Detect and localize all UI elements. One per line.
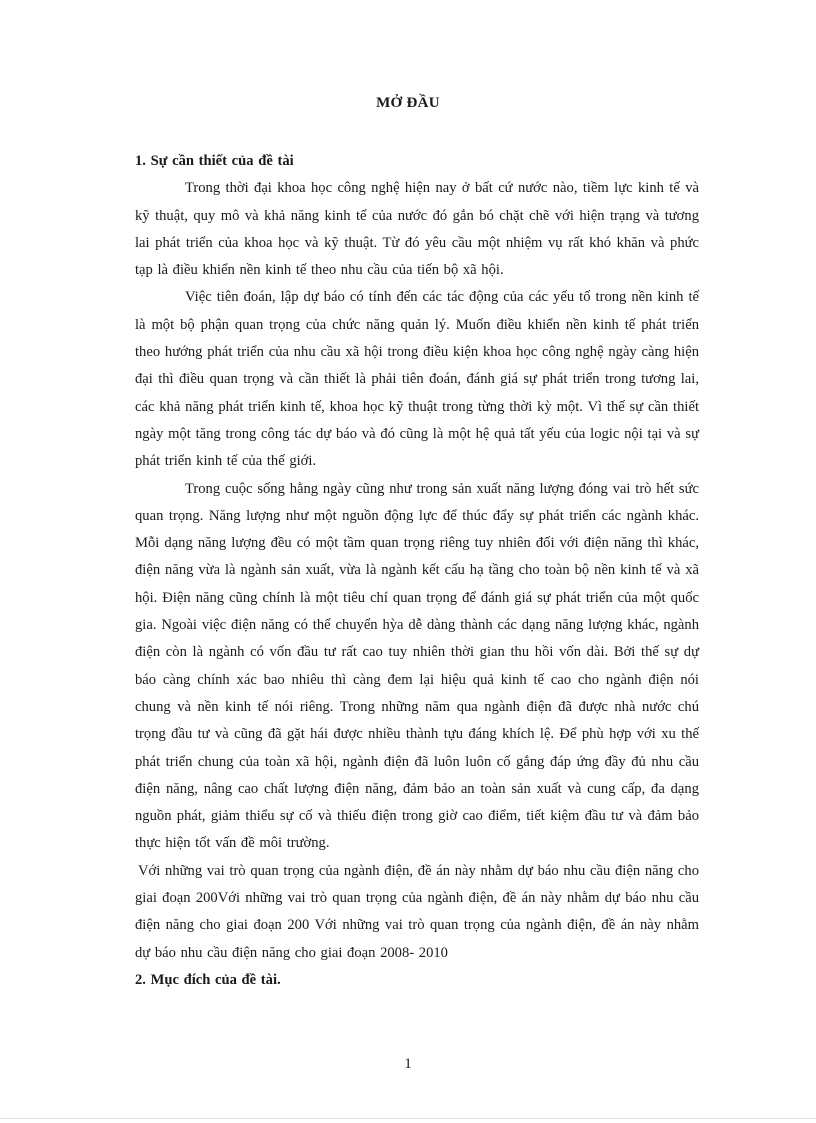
page-title: MỞ ĐẦU <box>376 95 440 111</box>
section-1-paragraph-1: Trong thời đại khoa học công nghệ hiện nay ở bất cứ nước nào, tiềm lực kinh tế và kỹ thuật, quy mô và khả năng kinh tế của nước đó gắn bó chặt chẽ với hiện trạng và tương lai phát triển của khoa học và kỹ thuật. Từ đó yêu cầu một nhiệm vụ rất khó khăn và phức tạp là điều khiển nền kinh tế theo nhu cầu của tiến bộ xã hội. <box>135 180 699 279</box>
page-bottom-divider <box>0 1118 816 1119</box>
page-number: 1 <box>404 1056 412 1072</box>
section-1-paragraph-3: Trong cuộc sống hằng ngày cũng như trong sản xuất năng lượng đóng vai trò hết sức quan trọng. Năng lượng như một nguồn động lực để thúc đẩy sự phát triển các ngành khác. Mỗi dạng năng lượng đều có một tầm quan trọng riêng tuy nhiên đối với điện năng thì khác, điện năng vừa là ngành sản xuất, vừa là ngành kết cấu hạ tầng cho toàn bộ nền kinh tế và xã hội. Điện năng cũng chính là một tiêu chí quan trọng để đánh giá sự phát triển của một quốc gia. Ngoài việc điện năng có thể chuyển hỳa dễ dàng thành các dạng năng lượng khác, ngành điện còn là ngành có vốn đầu tư rất cao tuy nhiên thời gian thu hồi vốn dài. Bởi thế sự dự báo càng chính xác bao nhiêu thì càng đem lại hiệu quả kinh tế cao cho ngành điện nói chung và nền kinh tế nói riêng. Trong những năm qua ngành điện đã được nhà nước chú trọng đầu tư và cũng đã gặt hái được nhiều thành tựu đáng khích lệ. Để phù hợp với xu thế phát triển chung của toàn xã hội, ngành điện đã luôn luôn cố gắng đáp ứng đầy đủ nhu cầu điện năng, nâng cao chất lượng điện năng, đảm bảo an toàn sản xuất và cung cấp, đa dạng nguồn phát, giảm thiểu sự cố và thiếu điện trong giờ cao điểm, tiết kiệm đầu tư và đảm bảo thực hiện tốt vấn đề môi trường. <box>135 480 699 852</box>
section-1-closing-paragraph: Với những vai trò quan trọng của ngành điện, đề án này nhằm dự báo nhu cầu điện năng cho giai đoạn 200Với những vai trò quan trọng của ngành điện, đề án này nhằm dự báo nhu cầu điện năng cho giai đoạn 200 Với những vai trò quan trọng của ngành điện, đề án này nhằm dự báo nhu cầu điện năng cho giai đoạn 2008- 2010 <box>135 862 699 961</box>
section-1-heading: 1. Sự cần thiết của đề tài <box>135 153 294 169</box>
section-1-paragraph-2: Việc tiên đoán, lập dự báo có tính đến các tác động của các yếu tố trong nền kinh tế là một bộ phận quan trọng của chức năng quản lý. Muốn điều khiển nền kinh tế phát triển theo hướng phát triển của nhu cầu xã hội trong điều kiện khoa học công nghệ ngày càng hiện đại thì điều quan trọng và cần thiết là phải tiên đoán, đánh giá sự phát triển trong tương lai, các khả năng phát triển kinh tế, khoa học kỹ thuật trong từng thời kỳ một. Vì thế sự cần thiết ngày một tăng trong công tác dự báo và đó cũng là một hệ quả tất yếu của logic nội tại và sự phát triển kinh tế của thế giới. <box>135 289 699 470</box>
section-2-heading: 2. Mục đích của đề tài. <box>135 971 281 988</box>
document-body <box>135 148 699 994</box>
